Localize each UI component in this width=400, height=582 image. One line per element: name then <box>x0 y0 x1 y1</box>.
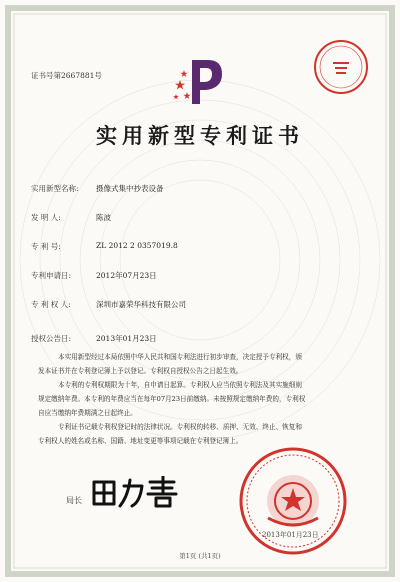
inventor-label: 发 明 人: <box>31 213 61 222</box>
body-line: 专利权人的姓名或名称、国籍、地址变更等事项记载在专利登记簿上。 <box>38 437 243 445</box>
grant-date-value: 2013年01月23日 <box>96 334 157 343</box>
seal-date: 2013年01月23日 <box>262 531 319 539</box>
utility-model-name-value: 摄像式集中抄表设备 <box>96 184 164 193</box>
cnipa-logo-icon <box>170 52 230 112</box>
patent-number-value: ZL 2012 2 0357019.8 <box>96 241 178 250</box>
patent-number-label: 专 利 号: <box>31 242 61 251</box>
body-line: 规定缴纳年费。本专利的年费应当在每年07月23日前缴纳。未按照规定缴纳年费的，专利权 <box>38 395 306 403</box>
patentee-value: 深圳市嘉荣华科技有限公司 <box>96 300 186 309</box>
page-title: 实用新型专利证书 <box>96 123 304 148</box>
director-label: 局长 <box>66 496 82 505</box>
page-footer: 第1页 (共1页) <box>179 552 221 560</box>
grant-date-label: 授权公告日: <box>31 334 72 343</box>
body-line: 专利证书记载专利权登记时的法律状况。专利权的转移、质押、无效、终止、恢复和 <box>58 423 302 431</box>
certificate-number: 证书号第2667881号 <box>31 71 102 80</box>
inventor-value: 陈波 <box>96 213 111 222</box>
printing-seal-icon <box>312 38 370 96</box>
body-line: 本专利的专利权期限为十年，自申请日起算。专利权人应当依照专利法及其实施细则 <box>58 381 302 389</box>
certificate-body <box>38 350 366 448</box>
director-signature-icon <box>90 476 180 510</box>
filing-date-label: 专利申请日: <box>31 271 72 280</box>
body-line: 发本证书并在专利登记簿上予以登记。专利权自授权公告之日起生效。 <box>38 367 243 375</box>
body-line: 本实用新型经过本局依照中华人民共和国专利法进行初步审查，决定授予专利权，颁 <box>58 353 302 361</box>
utility-model-name-label: 实用新型名称: <box>31 184 79 193</box>
filing-date-value: 2012年07月23日 <box>96 271 157 280</box>
body-line: 自应当缴纳年费期满之日起终止。 <box>38 409 137 417</box>
patentee-label: 专 利 权 人: <box>31 300 71 309</box>
